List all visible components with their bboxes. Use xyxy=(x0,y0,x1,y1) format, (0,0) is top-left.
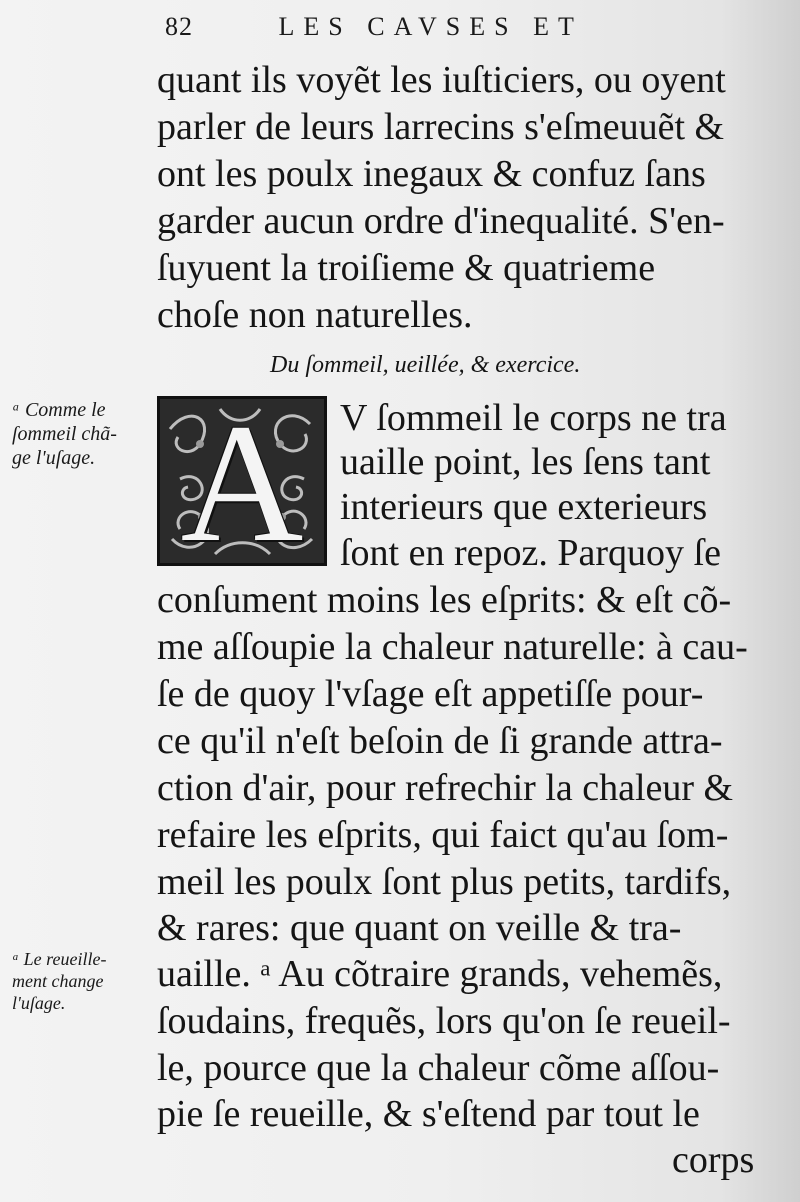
text-line: pie ſe reueille, & s'eſtend par tout le xyxy=(157,1093,700,1135)
text-line: & rares: que quant on veille & tra- xyxy=(157,907,682,949)
text-line: quant ils voyẽt les iuſticiers, ou oyent xyxy=(157,59,726,101)
text-line: me aſſoupie la chaleur naturelle: à cau- xyxy=(157,626,748,668)
text-line: uaille. ᵃ Au cõtraire grands, vehemẽs, xyxy=(157,953,723,995)
text-line: uaille point, les ſens tant xyxy=(340,441,711,483)
page-number: 82 xyxy=(165,12,193,41)
dropcap-letter: A xyxy=(180,396,304,566)
text-line: V ſommeil le corps ne tra xyxy=(340,397,727,439)
text-line: ce qu'il n'eſt beſoin de ſi grande attra- xyxy=(157,720,723,762)
margin-note-sleep xyxy=(12,398,117,470)
text-line: ont les poulx inegaux & confuz ſans xyxy=(157,153,706,195)
margin-note-line: ment change xyxy=(12,971,104,991)
text-line: interieurs que exterieurs xyxy=(340,486,708,528)
text-line: parler de leurs larrecins s'eſmeuuẽt & xyxy=(157,106,725,148)
text-line: meil les poulx ſont plus petits, tardifs, xyxy=(157,861,732,903)
text-line: le, pource que la chaleur cõme aſſou- xyxy=(157,1047,720,1089)
text-line: refaire les eſprits, qui faict qu'au ſom- xyxy=(157,814,729,856)
ornamental-dropcap xyxy=(157,396,327,566)
text-line: ſont en repoz. Parquoy ſe xyxy=(340,532,721,574)
text-line: garder aucun ordre d'inequalité. S'en- xyxy=(157,200,725,242)
margin-note-line: ge l'uſage. xyxy=(12,447,96,469)
running-header xyxy=(165,12,583,42)
text-line: ſuyuent la troiſieme & quatrieme xyxy=(157,247,656,289)
text-line: ſe de quoy l'vſage eſt appetiſſe pour- xyxy=(157,673,704,715)
text-line: choſe non naturelles. xyxy=(157,294,473,336)
margin-note-line: ſommeil chã- xyxy=(12,423,117,445)
section-heading: Du ſommeil, ueillée, & exercice. xyxy=(270,352,581,378)
text-line: conſument moins les eſprits: & eſt cõ- xyxy=(157,579,732,621)
margin-note-line: ᵃ Le reueille- xyxy=(12,949,107,969)
catchword: corps xyxy=(672,1139,755,1181)
margin-note-waking xyxy=(12,948,106,1014)
margin-note-line: ᵃ Comme le xyxy=(12,399,106,421)
text-line: ſoudains, frequẽs, lors qu'on ſe reueil- xyxy=(157,1000,731,1042)
text-line: ction d'air, pour refrechir la chaleur & xyxy=(157,767,734,809)
running-title: LES CAVSES ET xyxy=(278,12,583,41)
margin-note-line: l'uſage. xyxy=(12,993,66,1013)
